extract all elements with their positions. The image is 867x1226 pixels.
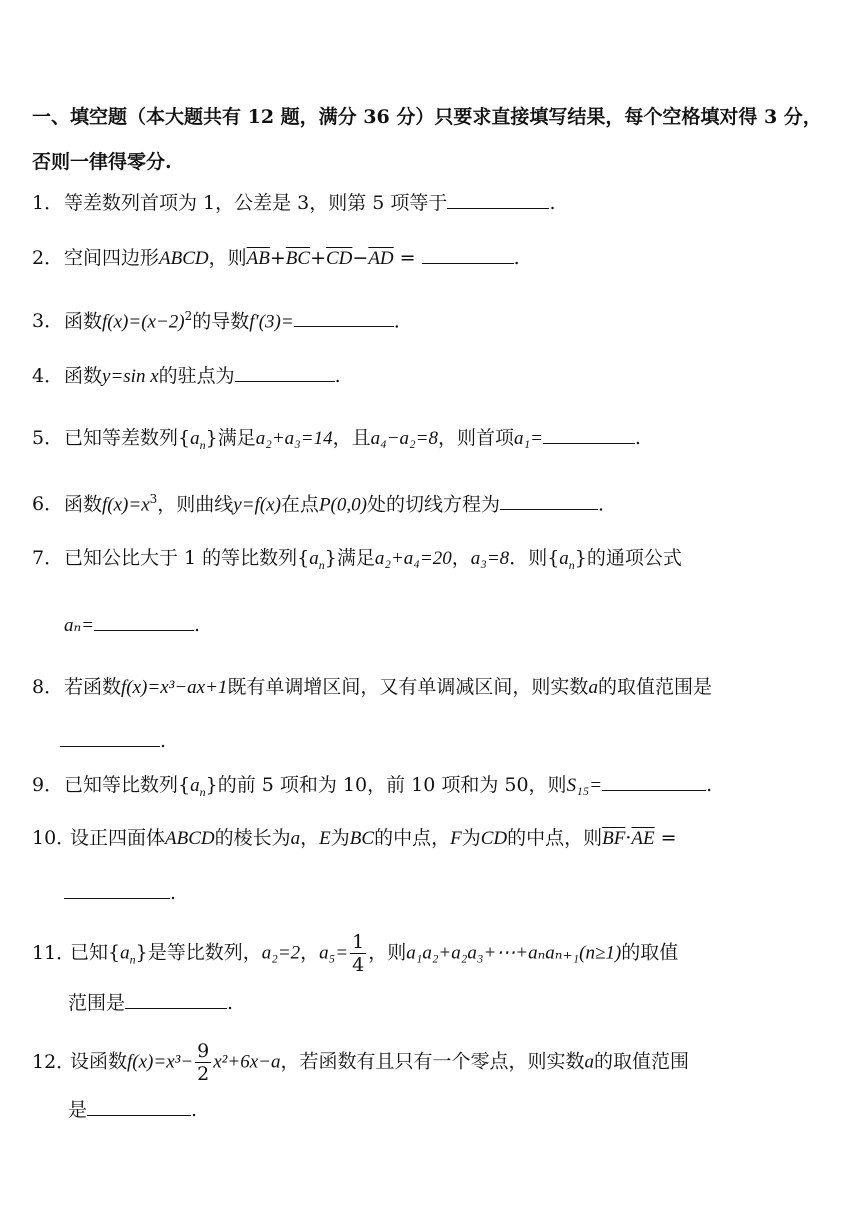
question-7: 7．已知公比大于 1 的等比数列$\{a_n\}$满足a₂+a₄=20，a₃=8．则$\{a_n\}$的通项公式 [32,547,682,572]
fraction: $\frac{1}{4}$ [352,931,365,976]
answer-blank[interactable] [543,425,635,444]
question-9: 9．已知等比数列$\{a_n\}$的前 5 项和为 10，前 10 项和为 50，则S₁₅= . [32,774,713,799]
answer-blank[interactable] [447,190,549,209]
answer-blank[interactable] [422,245,514,264]
section-header-line1: 一、填空题（本大题共有 12 题，满分 36 分）只要求直接填写结果，每个空格填对得 3 分， [32,106,822,128]
question-number: 3． [32,310,64,333]
vector-ab: $\overline{AB}$ [246,248,270,269]
question-12-line2: 是 . [68,1099,198,1121]
question-8: 8．若函数f(x)=x³−ax+1既有单调增区间，又有单调减区间，则实数a的取值范围是 [32,676,712,698]
vector-cd: $\overline{CD}$ [325,248,353,269]
vector-ad: $\overline{AD}$ [368,248,394,269]
question-number: 1． [32,192,64,214]
question-10: 10．设正四面体ABCD的棱长为a，E为BC的中点，F为CD的中点，则$\overline{BF}\cdot\overline{AE}$ = [32,827,677,849]
vector-ae: $\overline{AE}$ [631,828,655,849]
vector-bc: $\overline{BC}$ [285,248,311,269]
question-number: 12． [32,1050,76,1073]
question-11: 11．已知$\{a_n\}$是等比数列，a₂=2，a₅= $\frac{1}{4}$ ，则a₁a₂+a₂a₃+⋯+aₙaₙ₊₁(n≥1)的取值 [32,931,679,976]
answer-blank[interactable] [602,772,706,791]
question-5: 5．已知等差数列$\{a_n\}$满足a₂+a₃=14，且a₄−a₂=8，则首项a₁= . [32,427,641,452]
question-number: 9． [32,774,64,796]
question-number: 11． [32,941,76,964]
question-number: 2． [32,247,64,269]
question-8-line2: . [60,728,166,753]
fraction: $\frac{9}{2}$ [197,1040,210,1085]
question-number: 5． [32,427,64,449]
question-text: 等差数列首项为 1，公差是 3，则第 5 项等于 [64,192,448,214]
question-3: 3．函数$f(x)=(x-2)^2$的导数f′(3)= . [32,309,400,333]
question-12: 12．设函数f(x)=x³− $\frac{9}{2}$ x²+6x−a，若函数有且只有一个零点，则实数a的取值范围 [32,1040,689,1085]
vector-bf: $\overline{BF}$ [602,828,626,849]
answer-blank[interactable] [87,1097,191,1116]
section-header-line2: 否则一律得零分. [32,151,172,173]
answer-blank[interactable] [235,363,335,382]
question-number: 10． [32,827,76,849]
question-11-line2: 范围是 . [68,992,234,1014]
answer-blank[interactable] [125,990,227,1009]
question-6: 6．函数$f(x)=x^3$，则曲线y=f(x)在点P(0,0)处的切线方程为 . [32,492,605,516]
question-2: 2．空间四边形ABCD，则$\overline{AB}+\overline{BC}+\overline{CD}-\overline{AD}$ = . [32,247,520,269]
question-number: 4． [32,365,64,387]
answer-blank[interactable] [294,308,394,327]
answer-blank[interactable] [500,491,598,510]
answer-blank[interactable] [94,612,194,631]
question-10-line2: . [64,880,176,905]
question-1: 1．等差数列首项为 1，公差是 3，则第 5 项等于 . [32,192,556,214]
answer-blank[interactable] [60,728,160,747]
question-4: 4．函数y=sin x的驻点为 . [32,365,341,387]
answer-blank[interactable] [64,880,170,899]
question-number: 7． [32,547,64,569]
question-number: 6． [32,493,64,516]
question-7-line2: aₙ= . [64,614,201,636]
question-number: 8． [32,676,64,698]
